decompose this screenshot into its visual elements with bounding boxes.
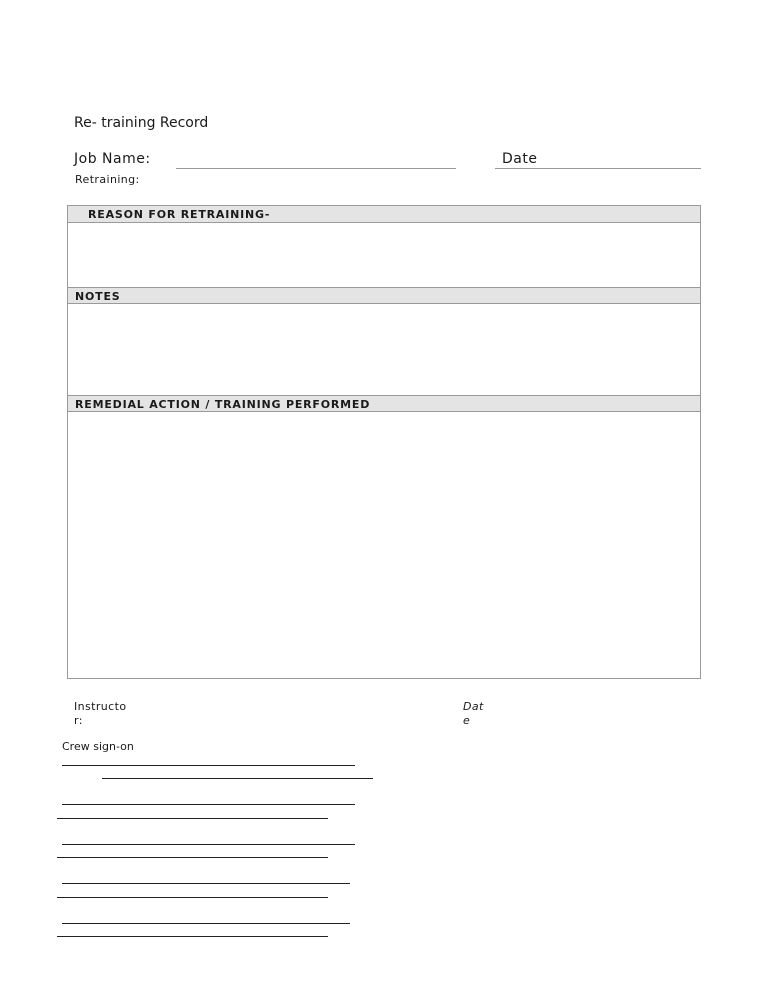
notes-section-header: NOTES [68,287,700,304]
signature-line[interactable] [57,897,328,898]
reason-section-body[interactable] [68,224,700,287]
instructor-label [74,700,134,728]
signature-line[interactable] [62,883,350,884]
crew-sign-on-label: Crew sign-on [62,740,134,753]
remedial-section-body[interactable] [68,413,700,678]
signature-line[interactable] [62,804,355,805]
document-title: Re- training Record [74,115,209,131]
retraining-form-table [67,205,701,679]
signature-line[interactable] [57,857,328,858]
signature-date-label-line1: Dat [463,700,484,713]
signature-line[interactable] [62,923,350,924]
signature-date-label [463,700,493,728]
signature-date-label-line2: e [463,714,471,727]
date-field-line[interactable] [495,168,701,169]
signature-line[interactable] [57,936,328,937]
job-name-field-line[interactable] [176,168,456,169]
signature-line[interactable] [57,818,328,819]
retraining-label: Retraining: [75,173,140,186]
instructor-label-line1: Instructo [74,700,127,713]
reason-section-header: REASON FOR RETRAINING- [68,206,700,223]
notes-section-body[interactable] [68,305,700,395]
job-name-label: Job Name: [74,151,151,167]
signature-line[interactable] [62,844,355,845]
signature-line[interactable] [102,778,373,779]
signature-line[interactable] [62,765,355,766]
remedial-section-header: REMEDIAL ACTION / TRAINING PERFORMED [68,395,700,412]
date-label: Date [502,151,538,167]
instructor-label-line2: r: [74,714,83,727]
